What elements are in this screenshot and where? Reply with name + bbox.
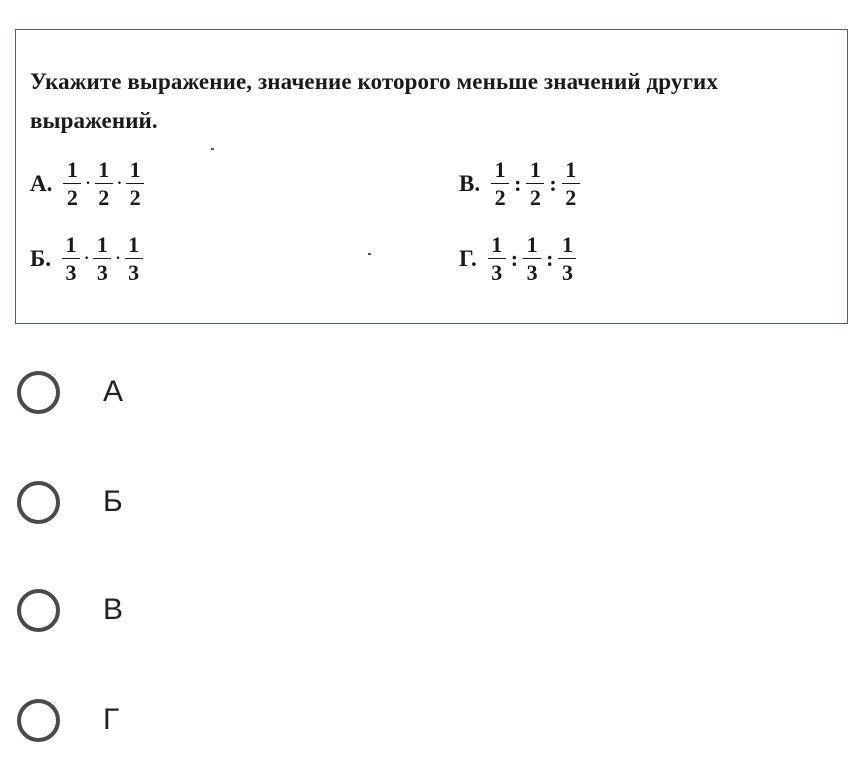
denominator: 3 bbox=[96, 260, 108, 285]
scan-speck bbox=[368, 253, 371, 255]
radio-button-b[interactable] bbox=[17, 481, 60, 524]
option-b-expression bbox=[30, 233, 145, 284]
option-b-label: Б. bbox=[30, 245, 51, 271]
denominator: 3 bbox=[65, 260, 77, 285]
multiply-operator: · bbox=[116, 174, 123, 192]
fraction-bar bbox=[126, 183, 144, 184]
fraction bbox=[491, 158, 509, 209]
numerator: 1 bbox=[494, 157, 506, 182]
radio-button-a[interactable] bbox=[17, 371, 60, 414]
denominator: 3 bbox=[491, 260, 503, 285]
numerator: 1 bbox=[529, 157, 541, 182]
option-v-expression bbox=[459, 158, 582, 209]
numerator: 1 bbox=[98, 157, 110, 182]
numerator: 1 bbox=[128, 232, 140, 257]
radio-button-v[interactable] bbox=[17, 589, 60, 632]
fraction-bar bbox=[526, 183, 544, 184]
answer-label-v: В bbox=[103, 593, 124, 626]
multiply-operator: · bbox=[83, 249, 90, 267]
option-g-expression bbox=[459, 233, 578, 284]
divide-operator: : bbox=[546, 245, 554, 271]
answer-label-a: А bbox=[103, 375, 124, 408]
denominator: 2 bbox=[529, 185, 541, 210]
fraction-bar bbox=[95, 183, 113, 184]
denominator: 2 bbox=[129, 185, 141, 210]
fraction bbox=[562, 158, 580, 209]
radio-button-g[interactable] bbox=[17, 699, 60, 742]
numerator: 1 bbox=[561, 232, 573, 257]
fraction bbox=[523, 233, 541, 284]
denominator: 3 bbox=[526, 260, 538, 285]
answer-label-g: Г bbox=[103, 703, 120, 736]
numerator: 1 bbox=[96, 232, 108, 257]
numerator: 1 bbox=[565, 157, 577, 182]
fraction-bar bbox=[93, 258, 111, 259]
denominator: 2 bbox=[98, 185, 110, 210]
divide-operator: : bbox=[549, 170, 557, 196]
denominator: 3 bbox=[128, 260, 140, 285]
fraction bbox=[526, 158, 544, 209]
fraction-bar bbox=[562, 183, 580, 184]
numerator: 1 bbox=[65, 232, 77, 257]
fraction bbox=[558, 233, 576, 284]
denominator: 2 bbox=[494, 185, 506, 210]
fraction-bar bbox=[125, 258, 143, 259]
multiply-operator: · bbox=[85, 174, 91, 192]
fraction-bar bbox=[523, 258, 541, 259]
multiply-operator: · bbox=[115, 249, 121, 267]
fraction-bar bbox=[62, 258, 80, 259]
numerator: 1 bbox=[526, 232, 538, 257]
answer-option-v[interactable] bbox=[0, 560, 864, 660]
option-v-label: В. bbox=[459, 170, 481, 196]
option-g-label: Г. bbox=[459, 245, 477, 271]
fraction-bar bbox=[488, 258, 506, 259]
fraction-bar bbox=[63, 183, 81, 184]
fraction bbox=[126, 158, 144, 209]
numerator: 1 bbox=[129, 157, 141, 182]
denominator: 2 bbox=[565, 185, 577, 210]
question-image bbox=[15, 29, 848, 324]
fraction-bar bbox=[491, 183, 509, 184]
fraction-bar bbox=[558, 258, 576, 259]
fraction bbox=[63, 158, 81, 209]
fraction bbox=[125, 233, 143, 284]
fraction bbox=[62, 233, 80, 284]
answer-option-a[interactable] bbox=[0, 342, 864, 442]
fraction bbox=[488, 233, 506, 284]
question-text: Укажите выражение, значение которого меньше значений других выражений. bbox=[30, 69, 718, 133]
option-a-expression bbox=[30, 158, 146, 209]
denominator: 3 bbox=[561, 260, 573, 285]
answer-option-g[interactable] bbox=[0, 670, 864, 770]
numerator: 1 bbox=[66, 157, 78, 182]
answer-option-b[interactable] bbox=[0, 452, 864, 552]
numerator: 1 bbox=[491, 232, 503, 257]
divide-operator: : bbox=[514, 170, 522, 196]
scan-speck bbox=[211, 148, 214, 150]
divide-operator: : bbox=[510, 245, 519, 271]
option-a-label: А. bbox=[30, 170, 53, 196]
answer-label-b: Б bbox=[103, 485, 123, 518]
fraction bbox=[95, 158, 113, 209]
denominator: 2 bbox=[66, 185, 78, 210]
fraction bbox=[93, 233, 111, 284]
